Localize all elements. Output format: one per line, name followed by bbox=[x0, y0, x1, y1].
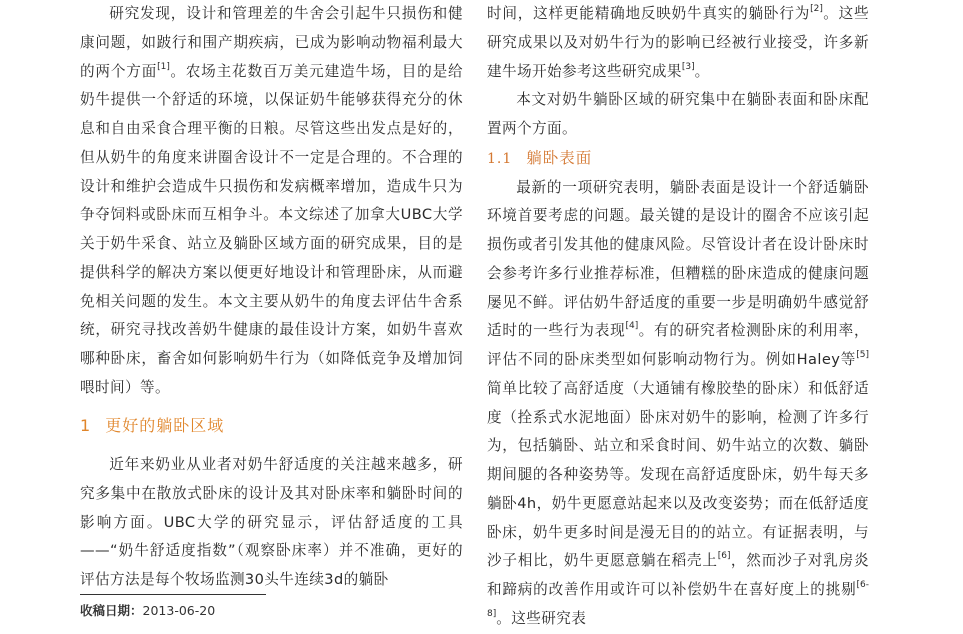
paragraph-continued: 时间，这样更能精确地反映奶牛真实的躺卧行为[2]。这些研究成果以及对奶牛行为的影响已经被行业接受，许多新建牛场开始参考这些研究成果[3]。 bbox=[487, 4, 869, 80]
citation-ref[interactable]: [6] bbox=[717, 551, 731, 562]
subsection-number: 1.1 bbox=[487, 150, 513, 167]
citation-ref[interactable]: [6-8] bbox=[487, 580, 869, 619]
section-number: 1 bbox=[80, 416, 92, 435]
paragraph-scope: 本文对奶牛躺卧区域的研究集中在躺卧表面和卧床配置两个方面。 bbox=[487, 91, 869, 137]
received-date-note bbox=[80, 601, 215, 619]
received-date-value: 2013-06-20 bbox=[142, 603, 216, 618]
subsection-heading-1-1 bbox=[487, 144, 869, 174]
left-column bbox=[80, 0, 463, 403]
subsection-title: 躺卧表面 bbox=[526, 148, 593, 167]
citation-ref[interactable]: [5] bbox=[856, 350, 869, 361]
citation-ref[interactable]: [1] bbox=[157, 61, 170, 72]
paragraph-section1: 近年来奶业从业者对奶牛舒适度的关注越来越多，研究多集中在散放式卧床的设计及其对卧床率和躺卧时间的影响方面。UBC大学的研究显示，评估舒适度的工具——“奶牛舒适度指数”（观察卧床率）并不准确，更好的评估方法是每个牧场监测30头牛连续3d的躺卧 bbox=[80, 456, 463, 588]
section-title: 更好的躺卧区域 bbox=[105, 416, 225, 435]
footnote-divider bbox=[80, 594, 266, 595]
citation-ref[interactable]: [3] bbox=[681, 61, 695, 72]
right-column bbox=[487, 0, 869, 634]
paragraph-intro: 研究发现，设计和管理差的牛舍会引起牛只损伤和健康问题，如跛行和围产期疾病，已成为影响动物福利最大的两个方面[1]。农场主花数百万美元建造牛场，目的是给奶牛提供一个舒适的环境，以保证奶牛能够获得充分的休息和自由采食合理平衡的日粮。尽管这些出发点是好的，但从奶牛的角度来讲圈舍设计不一定是合理的。不合理的设计和维护会造成牛只损伤和发病概率增加，造成牛只为争夺饲料或卧床而互相争斗。本文综述了加拿大UBC大学关于奶牛采食、站立及躺卧区域方面的研究成果，目的是提供科学的解决方案以便更好地设计和管理卧床，从而避免相关问题的发生。本文主要从奶牛的角度去评估牛舍系统，研究寻找改善奶牛健康的最佳设计方案，如奶牛喜欢哪种卧床，畜舍如何影响奶牛行为（如降低竞争及增加饲喂时间）等。 bbox=[80, 5, 463, 396]
section-heading-1 bbox=[80, 412, 224, 440]
received-date-label: 收稿日期： bbox=[80, 603, 143, 618]
left-column-lower bbox=[80, 451, 463, 595]
citation-ref[interactable]: [2] bbox=[810, 4, 823, 15]
paragraph-lying-surface: 最新的一项研究表明，躺卧表面是设计一个舒适躺卧环境首要考虑的问题。最关键的是设计的圈舍不应该引起损伤或者引发其他的健康风险。尽管设计者在设计卧床时会参考许多行业推荐标准，但糟糕的卧床造成的健康问题屡见不鲜。评估奶牛舒适度的重要一步是明确奶牛感觉舒适时的一些行为表现[4]。有的研究者检测卧床的利用率，评估不同的卧床类型如何影响动物行为。例如Haley等[5]简单比较了高舒适度（大通铺有橡胶垫的卧床）和低舒适度（拴系式水泥地面）卧床对奶牛的影响，检测了许多行为，包括躺卧、站立和采食时间、奶牛站立的次数、躺卧期间腿的各种姿势等。发现在高舒适度卧床，奶牛每天多躺卧4h，奶牛更愿意站起来以及改变姿势；而在低舒适度卧床，奶牛更多时间是漫无目的的站立。有证据表明，与沙子相比，奶牛更愿意躺在稻壳上[6]，然而沙子对乳房炎和蹄病的改善作用或许可以补偿奶牛在喜好度上的挑剔[6-8]。这些研究表 bbox=[487, 178, 869, 627]
citation-ref[interactable]: [4] bbox=[625, 321, 639, 332]
